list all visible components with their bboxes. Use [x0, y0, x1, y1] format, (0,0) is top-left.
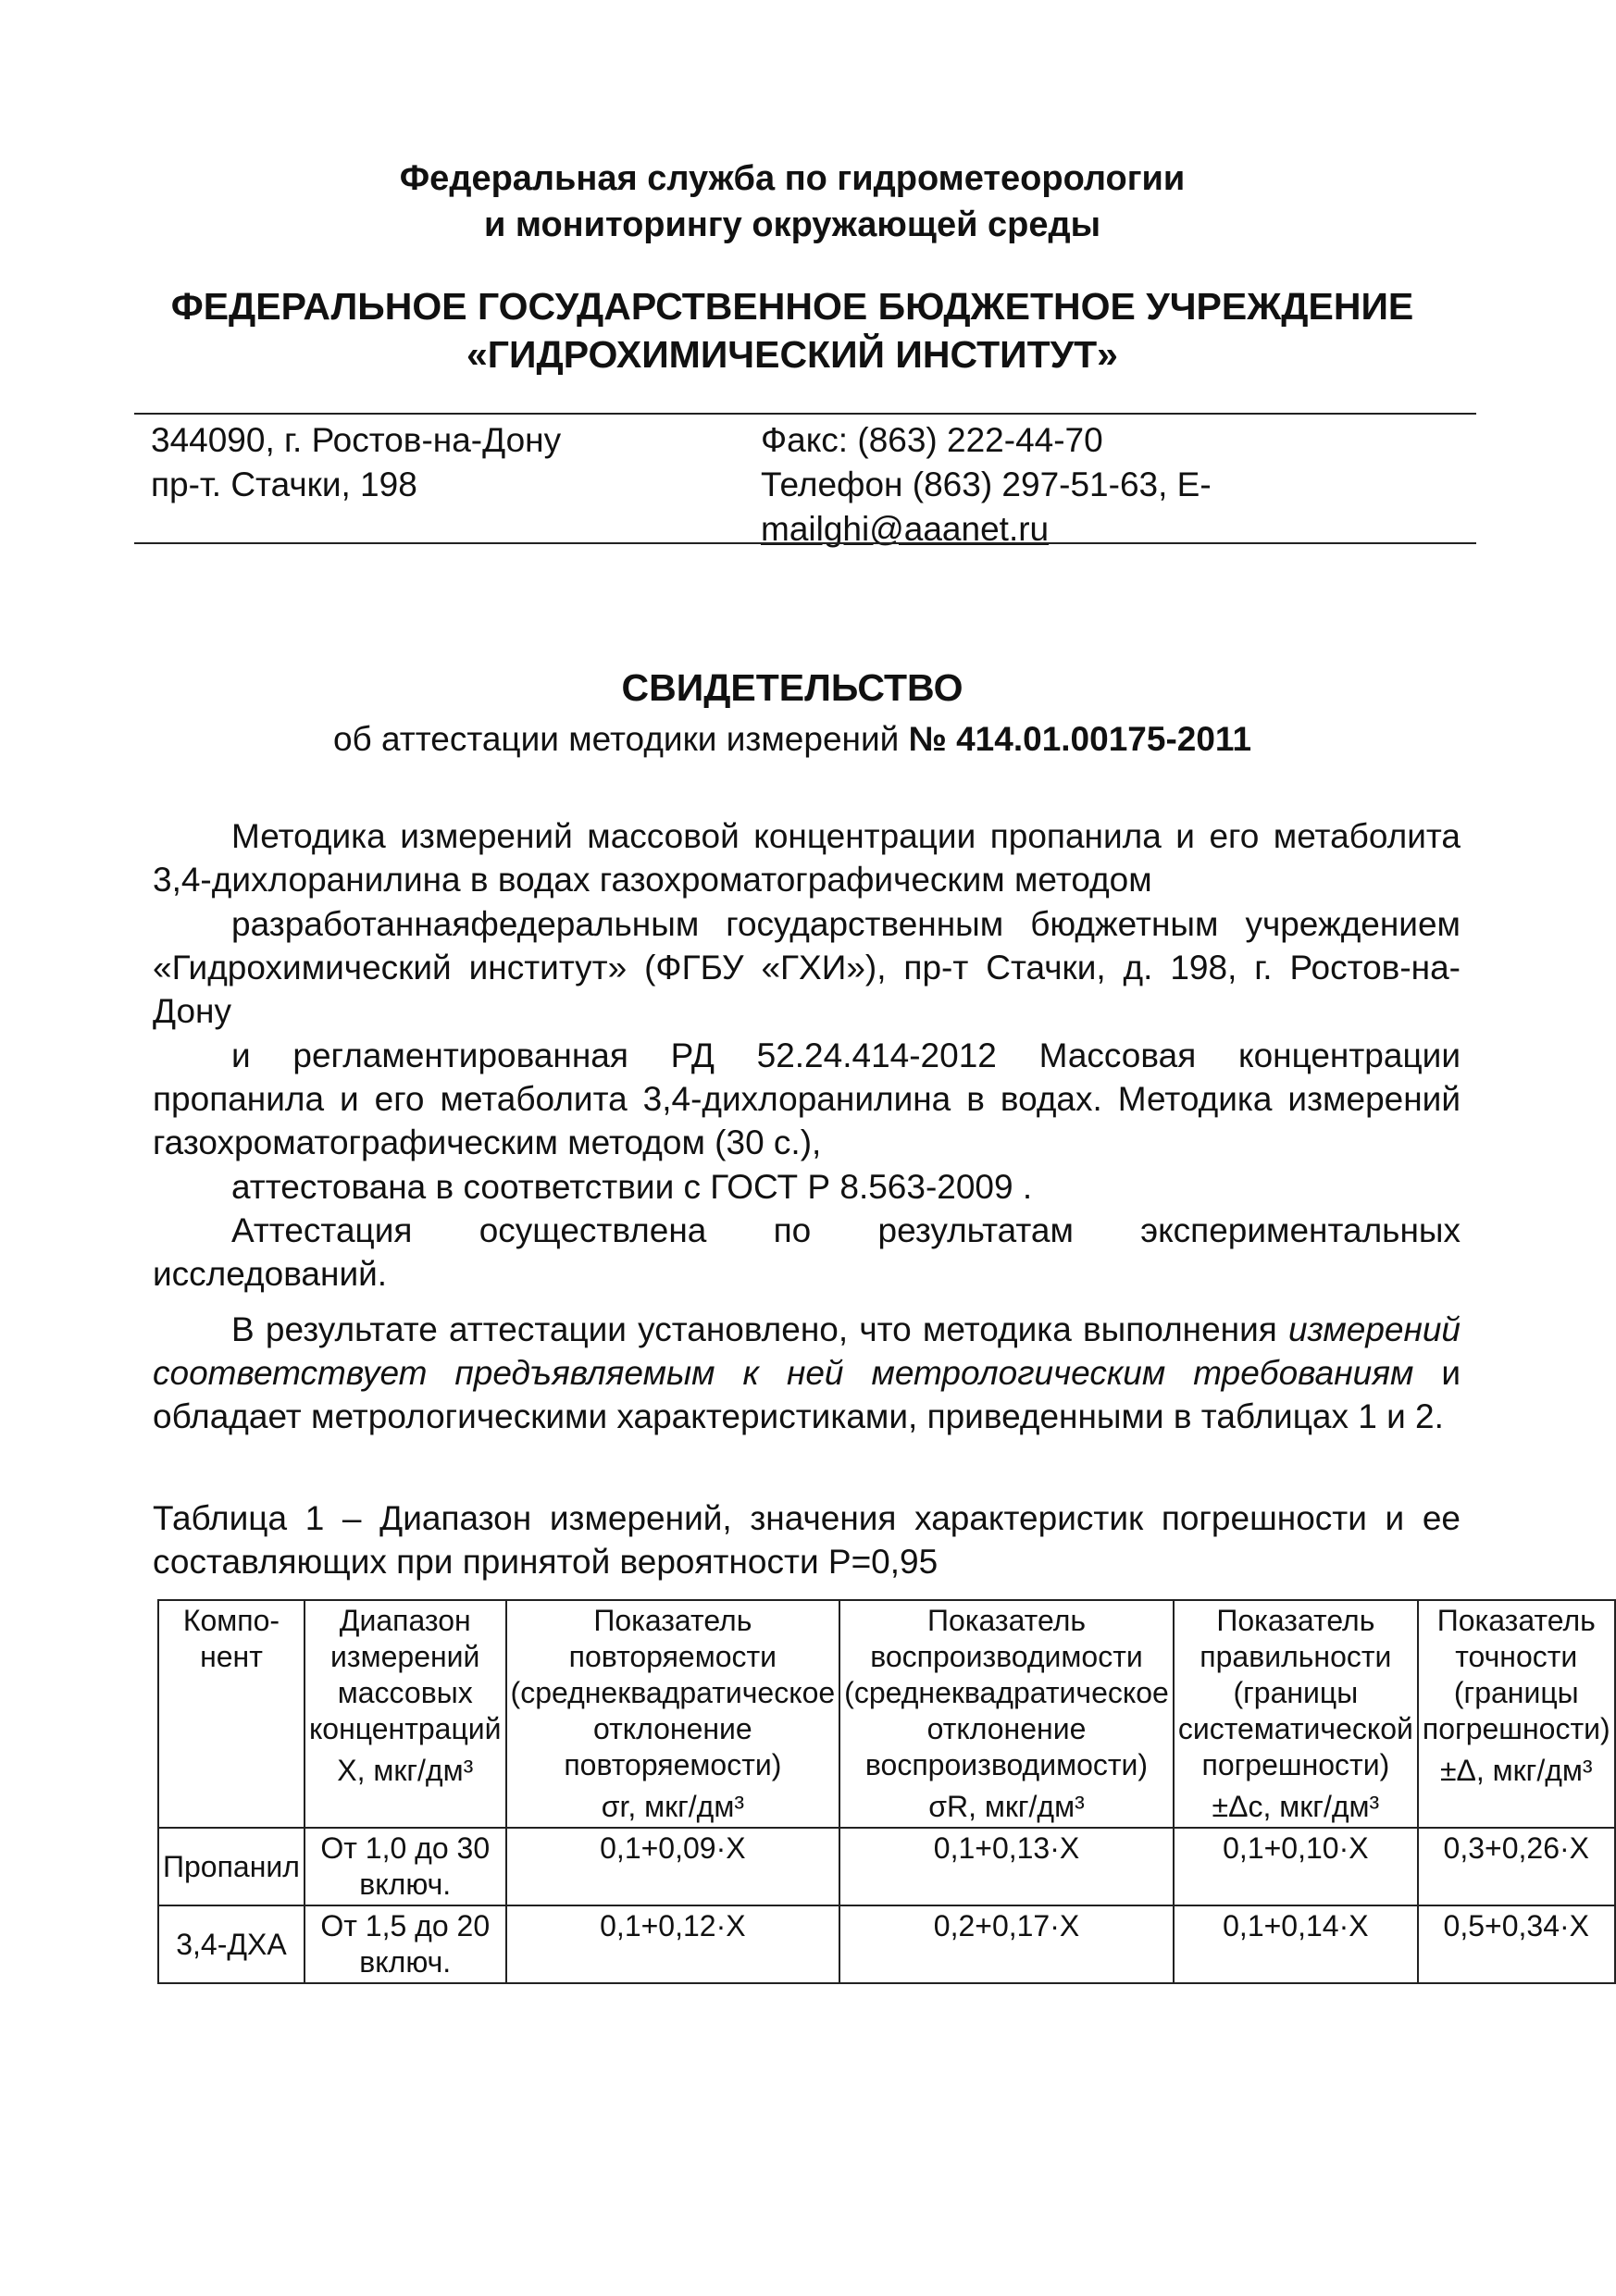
paragraph-developer: разработаннаяфедеральным государственным бюджетным учреждением «Гидрохимический институт» (ФГБУ «ГХИ»), пр-т Стачки, д. 198, г. Ростов-на-Дону — [153, 905, 1461, 1030]
agency-name — [0, 155, 1585, 248]
address-block — [151, 418, 561, 507]
table-cell: 0,1+0,14·X — [1174, 1905, 1418, 1983]
col-header: Компо-нент — [158, 1600, 305, 1828]
table-cell: 0,5+0,34·X — [1418, 1905, 1615, 1983]
table-row — [158, 1905, 1615, 1983]
contact-block — [761, 418, 1212, 552]
table-cell: 3,4-ДХА — [158, 1905, 305, 1983]
bottom-divider — [134, 542, 1476, 544]
table-cell: 0,3+0,26·X — [1418, 1828, 1615, 1905]
col-header: Показатель правильности (границы систематической погрешности) ±Δc, мкг/дм³ — [1174, 1600, 1418, 1828]
table-cell: 0,1+0,13·X — [839, 1828, 1174, 1905]
result-part-3: и обладает метрологическими характеристиками, приведенными в таблицах 1 и 2. — [153, 1354, 1461, 1435]
col-header: Диапазон измерений массовых концентраций X, мкг/дм³ — [305, 1600, 506, 1828]
agency-line-1: Федеральная служба по гидрометеорологии — [399, 159, 1186, 198]
address-line-1: 344090, г. Ростов-на-Дону — [151, 421, 562, 459]
phone: Телефон (863) 297-51-63, E- — [761, 465, 1212, 503]
subtitle-prefix: об аттестации методики измерений — [332, 720, 900, 758]
table-cell: 0,1+0,09·X — [506, 1828, 840, 1905]
paragraph-method: Методика измерений массовой концентрации пропанила и его метаболита 3,4-дихлоранилина в водах газохроматографическим методом — [153, 817, 1461, 899]
table-cell: От 1,5 до 20 включ. — [305, 1905, 506, 1983]
table-cell: Пропанил — [158, 1828, 305, 1905]
paragraph-regulation: и регламентированная РД 52.24.414-2012 Массовая концентрации пропанила и его метаболита 3,4-дихлоранилина в водах. Методика измерений газохроматографическим методом (30 с.), — [153, 1036, 1461, 1161]
col-header: Показатель точности (границы погрешности) ±Δ, мкг/дм³ — [1418, 1600, 1615, 1828]
document-title: СВИДЕТЕЛЬСТВО — [621, 666, 963, 709]
table-cell: 0,2+0,17·X — [839, 1905, 1174, 1983]
institution-line-1: ФЕДЕРАЛЬНОЕ ГОСУДАРСТВЕННОЕ БЮДЖЕТНОЕ УЧРЕЖДЕНИЕ — [170, 285, 1414, 328]
paragraph-attested: аттестована в соответствии с ГОСТ Р 8.563-2009 . — [231, 1168, 1033, 1206]
characteristics-table — [157, 1599, 1616, 1984]
table-cell: От 1,0 до 30 включ. — [305, 1828, 506, 1905]
institution-name — [0, 282, 1585, 379]
address-line-2: пр-т. Стачки, 198 — [151, 465, 417, 503]
col-header: Показатель воспроизводимости (среднеквадратическое отклонение воспроизводимости) σR, мкг/дм³ — [839, 1600, 1174, 1828]
institution-line-2: «ГИДРОХИМИЧЕСКИЙ ИНСТИТУТ» — [466, 333, 1118, 376]
document-subtitle — [0, 720, 1585, 759]
paragraph-basis: Аттестация осуществлена по результатам экспериментальных исследований. — [153, 1211, 1461, 1293]
top-divider — [134, 413, 1476, 415]
fax: Факс: (863) 222-44-70 — [761, 421, 1103, 459]
paragraph-result — [153, 1308, 1461, 1438]
table-row — [158, 1828, 1615, 1905]
table-cell: 0,1+0,12·X — [506, 1905, 840, 1983]
result-part-2: измерений соответствует предъявляемым к ней метрологическим требованиям — [153, 1310, 1461, 1392]
agency-line-2: и мониторингу окружающей среды — [483, 205, 1101, 244]
email-link[interactable]: mailghi@aaanet.ru — [761, 510, 1050, 548]
table-header-row — [158, 1600, 1615, 1828]
col-header: Показатель повторяемости (среднеквадратическое отклонение повторяемости) σr, мкг/дм³ — [506, 1600, 840, 1828]
certificate-number: № 414.01.00175-2011 — [908, 720, 1252, 758]
table-caption: Таблица 1 – Диапазон измерений, значения характеристик погрешности и ее составляющих при принятой вероятности P=0,95 — [153, 1499, 1461, 1581]
result-part-1: В результате аттестации установлено, что методика выполнения — [231, 1310, 1277, 1348]
table-cell: 0,1+0,10·X — [1174, 1828, 1418, 1905]
